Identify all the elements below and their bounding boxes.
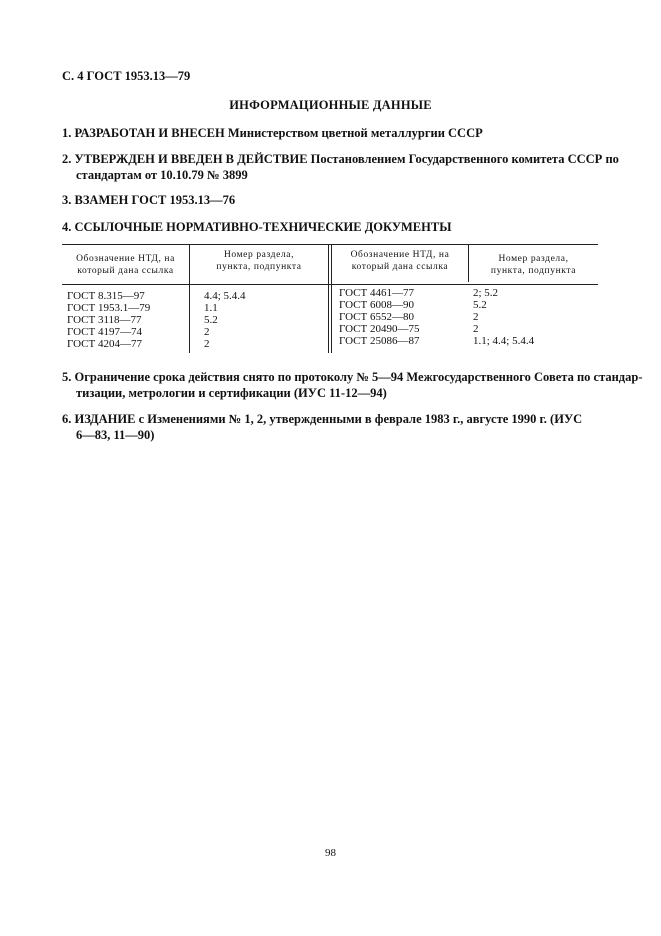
header-line: который дана ссылка — [77, 266, 174, 276]
table-cell: 2 — [473, 323, 479, 335]
info-item-2 — [62, 151, 619, 183]
header-line: пункта, подпункта — [490, 266, 577, 276]
item-number: 4. — [62, 220, 72, 234]
item-text-line1: Ограничение срока действия снято по протоколу № 5—94 Межгосударственного Совета по стандар- — [74, 370, 643, 384]
item-text: ВЗАМЕН ГОСТ 1953.13—76 — [74, 193, 236, 207]
table-cell: ГОСТ 20490—75 — [339, 323, 420, 335]
info-item-5 — [62, 369, 643, 401]
table-header-doc-right — [332, 249, 468, 273]
header-line: Обозначение НТД, на — [76, 254, 175, 264]
table-cell: ГОСТ 1953.1—79 — [67, 302, 151, 314]
item-number: 5. — [62, 370, 72, 384]
item-number: 2. — [62, 152, 72, 166]
header-line: пункта, подпункта — [216, 262, 302, 272]
table-cell: ГОСТ 25086—87 — [339, 335, 420, 347]
table-cell: 4.4; 5.4.4 — [204, 290, 246, 302]
table-column-left-refs — [204, 290, 246, 350]
table-cell: ГОСТ 8.315—97 — [67, 290, 145, 302]
item-text-line2: 6—83, 11—90) — [76, 428, 155, 442]
table-cell: ГОСТ 6552—80 — [339, 311, 414, 323]
item-number: 3. — [62, 193, 72, 207]
table-cell: 2 — [473, 311, 479, 323]
page-header: С. 4 ГОСТ 1953.13—79 — [62, 69, 191, 83]
header-line: который дана ссылка — [351, 262, 449, 272]
info-item-6 — [62, 411, 582, 443]
table-cell: 5.2 — [473, 299, 487, 311]
header-line: Номер раздела, — [498, 254, 569, 264]
table-cell: ГОСТ 3118—77 — [67, 314, 142, 326]
item-text-line2: стандартам от 10.10.79 № 3899 — [76, 168, 248, 182]
table-cell: 1.1 — [204, 302, 218, 314]
table-cell: 2; 5.2 — [473, 287, 499, 299]
item-text-line1: ИЗДАНИЕ с Изменениями № 1, 2, утвержденными в феврале 1983 г., августе 1990 г. (ИУС — [74, 412, 583, 426]
table-header-ref-right — [469, 253, 598, 277]
item-text-line2: тизации, метрологии и сертификации (ИУС 11-12—94) — [76, 386, 387, 400]
table-column-right-refs — [473, 287, 534, 347]
table-cell: 2 — [204, 326, 210, 338]
table-column-left-docs — [67, 290, 150, 350]
header-line: Обозначение НТД, на — [350, 250, 450, 260]
table-header-doc-left — [62, 253, 189, 277]
table-cell: 2 — [204, 338, 210, 350]
item-number: 6. — [62, 412, 72, 426]
section-title: ИНФОРМАЦИОННЫЕ ДАННЫЕ — [229, 98, 432, 112]
table-cell: ГОСТ 6008—90 — [339, 299, 414, 311]
item-text: РАЗРАБОТАН И ВНЕСЕН Министерством цветной металлургии СССР — [74, 126, 483, 140]
table-cell: ГОСТ 4461—77 — [339, 287, 414, 299]
table-cell: ГОСТ 4197—74 — [67, 326, 142, 338]
table-header-ref-left — [190, 249, 328, 273]
table-cell: 1.1; 4.4; 5.4.4 — [473, 335, 535, 347]
info-item-4 — [62, 219, 451, 235]
page-number: 98 — [325, 847, 336, 859]
info-item-3 — [62, 192, 235, 208]
header-line: Номер раздела, — [223, 250, 295, 260]
table-column-right-docs — [339, 287, 419, 347]
table-cell: ГОСТ 4204—77 — [67, 338, 142, 350]
item-text: ССЫЛОЧНЫЕ НОРМАТИВНО-ТЕХНИЧЕСКИЕ ДОКУМЕНТЫ — [74, 220, 452, 234]
item-text-line1: УТВЕРЖДЕН И ВВЕДЕН В ДЕЙСТВИЕ Постановлением Государственного комитета СССР по — [74, 152, 619, 166]
reference-table — [62, 244, 598, 353]
info-item-1 — [62, 125, 483, 141]
item-number: 1. — [62, 126, 72, 140]
table-cell: 5.2 — [204, 314, 218, 326]
